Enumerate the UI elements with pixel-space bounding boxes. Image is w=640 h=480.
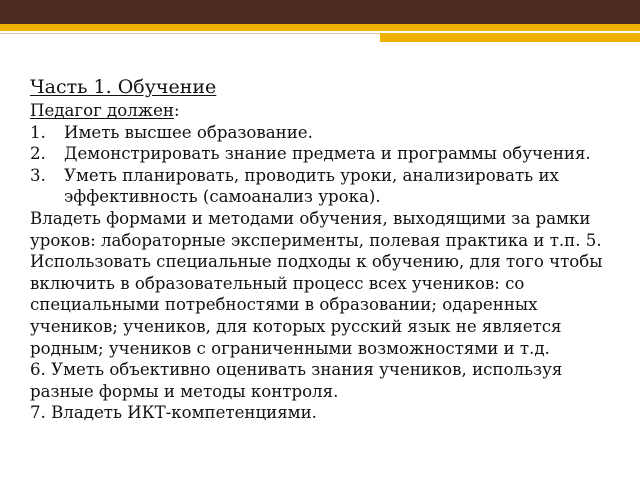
paragraph-point-7: 7. Владеть ИКТ-компетенциями. [30, 403, 317, 423]
list-item [30, 122, 620, 144]
slide-title: Часть 1. Обучение [30, 76, 217, 98]
accent-stripe [0, 24, 640, 31]
list-item [30, 143, 620, 165]
slide-content [30, 74, 620, 424]
accent-divider [0, 33, 380, 34]
list-item-number: 1. [30, 122, 46, 142]
list-item-text: Уметь планировать, проводить уроки, анализировать их эффективность (самоанализ урока). [64, 165, 559, 207]
list-item [30, 165, 620, 208]
subtitle-row [30, 100, 620, 122]
accent-block [380, 33, 640, 42]
subtitle-colon: : [173, 101, 180, 120]
paragraph-point-6: 6. Уметь объективно оценивать знания учеников, используя разные формы и методы контроля. [30, 360, 563, 401]
header-bar [0, 0, 640, 24]
slide-subtitle: Педагог должен [30, 101, 174, 120]
list-item-text: Демонстрировать знание предмета и программы обучения. [64, 144, 591, 164]
list-item-number: 3. [30, 165, 46, 185]
list-item-number: 2. [30, 144, 46, 164]
paragraph-methods: Владеть формами и методами обучения, выходящими за рамки уроков: лабораторные эксперименты, полевая практика и т.п. 5. Использовать специальные подходы к обучению, для того чтобы включить в образовательный процесс всех учеников: со специальными потребностями в образовании; одаренных учеников; учеников, для которых русский язык не является родным; учеников с ограниченными возможностями и т.д. [30, 208, 603, 358]
list-item-text: Иметь высшее образование. [64, 122, 313, 142]
requirements-list [30, 122, 620, 208]
